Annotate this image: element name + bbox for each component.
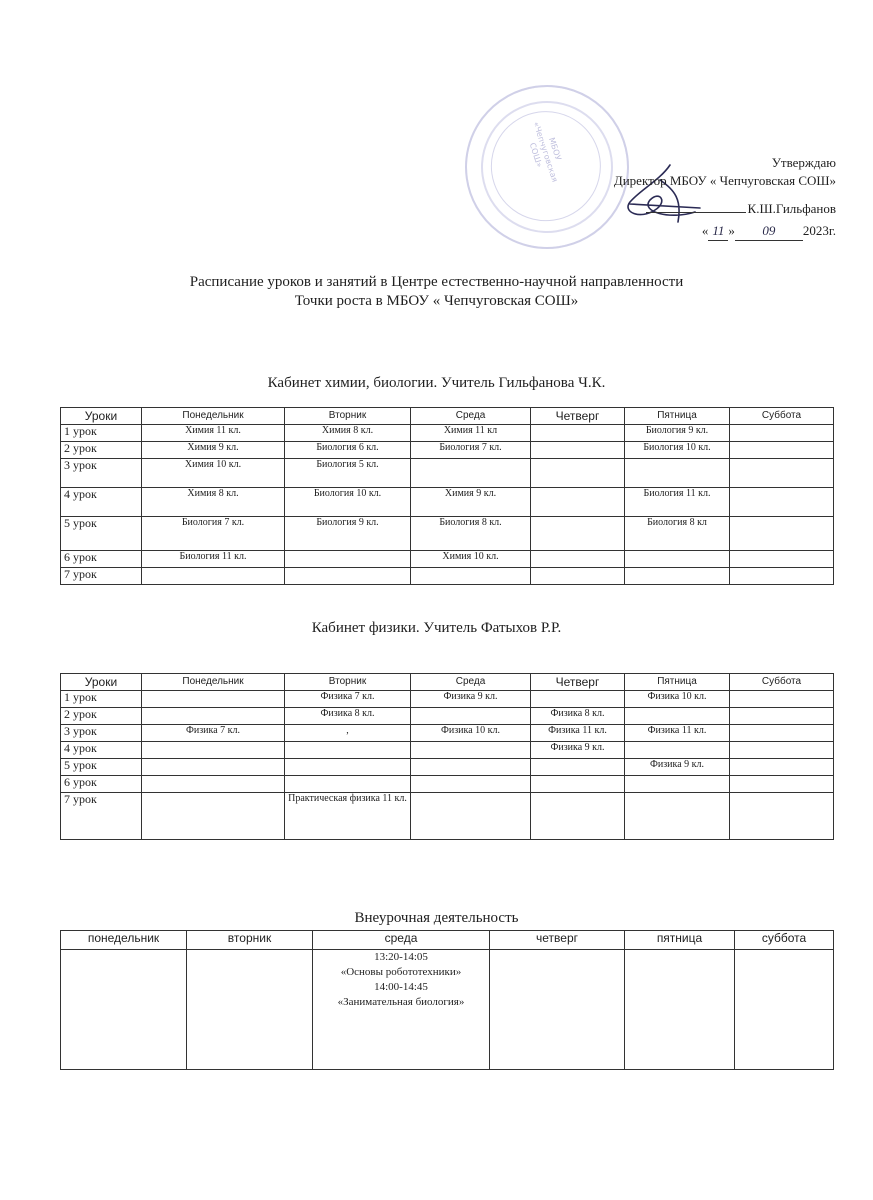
schedule-cell xyxy=(730,568,834,585)
schedule-cell: Химия 9 кл. xyxy=(142,442,285,459)
schedule-cell xyxy=(625,459,730,488)
title-line-2: Точки роста в МБОУ « Чепчуговская СОШ» xyxy=(294,293,579,309)
table-row xyxy=(61,442,834,459)
schedule-cell xyxy=(730,759,834,776)
schedule-cell xyxy=(142,742,285,759)
schedule-cell xyxy=(531,517,625,551)
schedule-cell xyxy=(730,691,834,708)
schedule-cell: Химия 11 кл. xyxy=(142,425,285,442)
lesson-number: 4 урок xyxy=(61,742,142,759)
schedule-cell: Физика 9 кл. xyxy=(531,742,625,759)
lesson-number: 4 урок xyxy=(61,488,142,517)
table-row xyxy=(61,551,834,568)
schedule-cell: Физика 8 кл. xyxy=(285,708,411,725)
schedule-cell xyxy=(285,759,411,776)
extra-cell-saturday xyxy=(735,950,834,1070)
table-row xyxy=(61,568,834,585)
schedule-cell: Химия 10 кл. xyxy=(142,459,285,488)
lesson-number: 5 урок xyxy=(61,517,142,551)
schedule-cell xyxy=(730,742,834,759)
schedule-cell xyxy=(730,776,834,793)
schedule-cell xyxy=(531,442,625,459)
header-lessons: Уроки xyxy=(61,408,142,425)
schedule-cell: Химия 8 кл. xyxy=(142,488,285,517)
stamp-text: МБОУ «Чепчуговская СОШ» xyxy=(527,120,563,184)
extra-row xyxy=(61,950,834,1070)
extra-cell-wednesday xyxy=(313,950,490,1070)
extra-header-thursday: четверг xyxy=(490,931,625,950)
lesson-number: 6 урок xyxy=(61,776,142,793)
activity-name: «Основы робототехники» xyxy=(340,966,462,978)
schedule-cell xyxy=(730,551,834,568)
schedule-cell: Биология 11 кл. xyxy=(142,551,285,568)
approval-position: Директор МБОУ « Чепчуговская СОШ» xyxy=(613,173,836,188)
table-header-row xyxy=(61,408,834,425)
lesson-number: 1 урок xyxy=(61,691,142,708)
approval-block xyxy=(614,154,836,241)
schedule-cell xyxy=(531,425,625,442)
date-year: 2023г. xyxy=(802,223,836,238)
activity-time: 14:00-14:45 xyxy=(374,981,428,993)
table-row xyxy=(61,725,834,742)
document-title xyxy=(0,273,873,311)
table-row xyxy=(61,517,834,551)
lesson-number: 3 урок xyxy=(61,725,142,742)
schedule-cell xyxy=(625,793,730,840)
table-row xyxy=(61,759,834,776)
header-friday: Пятница xyxy=(625,408,730,425)
schedule-cell: Биология 10 кл. xyxy=(285,488,411,517)
extra-header-friday: пятница xyxy=(625,931,735,950)
extra-cell-monday xyxy=(61,950,187,1070)
extra-header-tuesday: вторник xyxy=(187,931,313,950)
schedule-cell: Биология 11 кл. xyxy=(625,488,730,517)
table-row xyxy=(61,488,834,517)
schedule-cell xyxy=(531,793,625,840)
schedule-cell xyxy=(142,708,285,725)
approval-date xyxy=(614,222,836,241)
schedule-cell xyxy=(142,776,285,793)
table-row xyxy=(61,793,834,840)
table-row xyxy=(61,742,834,759)
schedule-cell: Химия 10 кл. xyxy=(411,551,531,568)
schedule-cell xyxy=(531,551,625,568)
header-thursday: Четверг xyxy=(531,408,625,425)
header-thursday: Четверг xyxy=(531,674,625,691)
extra-header-saturday: суббота xyxy=(735,931,834,950)
lesson-number: 1 урок xyxy=(61,425,142,442)
schedule-cell xyxy=(730,459,834,488)
schedule-cell xyxy=(625,776,730,793)
header-wednesday: Среда xyxy=(411,408,531,425)
schedule-cell xyxy=(625,568,730,585)
schedule-cell: Биология 5 кл. xyxy=(285,459,411,488)
schedule-cell xyxy=(411,759,531,776)
schedule-cell xyxy=(411,459,531,488)
extra-header-monday: понедельник xyxy=(61,931,187,950)
schedule-cell xyxy=(411,776,531,793)
schedule-cell xyxy=(285,551,411,568)
extracurricular-heading: Внеурочная деятельность xyxy=(354,910,519,926)
schedule-cell: Биология 8 кл. xyxy=(411,517,531,551)
schedule-cell: Физика 9 кл. xyxy=(411,691,531,708)
schedule-cell: Физика 7 кл. xyxy=(142,725,285,742)
schedule-cell: Практическая физика 11 кл. xyxy=(285,793,411,840)
schedule-cell: Химия 9 кл. xyxy=(411,488,531,517)
schedule-cell: Физика 8 кл. xyxy=(531,708,625,725)
extra-header-wednesday: среда xyxy=(313,931,490,950)
header-saturday: Суббота xyxy=(730,674,834,691)
schedule-cell xyxy=(285,742,411,759)
lesson-number: 6 урок xyxy=(61,551,142,568)
schedule-cell xyxy=(730,793,834,840)
schedule-cell: Биология 9 кл. xyxy=(285,517,411,551)
schedule-cell: Физика 10 кл. xyxy=(625,691,730,708)
header-monday: Понедельник xyxy=(142,674,285,691)
physics-heading: Кабинет физики. Учитель Фатыхов Р.Р. xyxy=(311,620,562,636)
schedule-cell: Биология 6 кл. xyxy=(285,442,411,459)
schedule-cell: Физика 7 кл. xyxy=(285,691,411,708)
schedule-cell xyxy=(142,759,285,776)
schedule-cell xyxy=(411,708,531,725)
schedule-cell xyxy=(285,776,411,793)
title-line-1: Расписание уроков и занятий в Центре естественно-научной направленности xyxy=(189,274,684,290)
header-tuesday: Вторник xyxy=(285,408,411,425)
header-wednesday: Среда xyxy=(411,674,531,691)
schedule-cell xyxy=(142,793,285,840)
header-monday: Понедельник xyxy=(142,408,285,425)
header-lessons: Уроки xyxy=(61,674,142,691)
schedule-cell xyxy=(285,568,411,585)
schedule-cell: Физика 9 кл. xyxy=(625,759,730,776)
schedule-cell xyxy=(625,708,730,725)
header-tuesday: Вторник xyxy=(285,674,411,691)
lesson-number: 5 урок xyxy=(61,759,142,776)
schedule-cell: Биология 9 кл. xyxy=(625,425,730,442)
table-row xyxy=(61,708,834,725)
extracurricular-table xyxy=(60,930,834,1070)
schedule-cell xyxy=(531,459,625,488)
date-day: 11 xyxy=(708,222,728,241)
chem-bio-heading: Кабинет химии, биологии. Учитель Гильфанова Ч.К. xyxy=(267,375,606,391)
schedule-cell: , xyxy=(285,725,411,742)
extra-header-row xyxy=(61,931,834,950)
table-row xyxy=(61,425,834,442)
schedule-cell: Физика 10 кл. xyxy=(411,725,531,742)
schedule-cell xyxy=(531,488,625,517)
schedule-cell xyxy=(142,691,285,708)
activity-name: «Занимательная биология» xyxy=(337,996,465,1008)
schedule-cell xyxy=(730,708,834,725)
schedule-cell xyxy=(625,742,730,759)
schedule-cell xyxy=(531,691,625,708)
schedule-cell: Химия 11 кл xyxy=(411,425,531,442)
lesson-number: 7 урок xyxy=(61,793,142,840)
date-month: 09 xyxy=(735,222,803,241)
extra-cell-thursday xyxy=(490,950,625,1070)
schedule-cell xyxy=(411,742,531,759)
schedule-cell xyxy=(730,425,834,442)
chem-bio-schedule-table xyxy=(60,407,834,585)
lesson-number: 2 урок xyxy=(61,708,142,725)
header-friday: Пятница xyxy=(625,674,730,691)
schedule-cell xyxy=(730,725,834,742)
lesson-number: 3 урок xyxy=(61,459,142,488)
schedule-cell: Биология 7 кл. xyxy=(142,517,285,551)
physics-schedule-table xyxy=(60,673,834,840)
schedule-cell: Физика 11 кл. xyxy=(625,725,730,742)
schedule-cell: Химия 8 кл. xyxy=(285,425,411,442)
lesson-number: 7 урок xyxy=(61,568,142,585)
schedule-cell xyxy=(411,793,531,840)
schedule-cell xyxy=(730,442,834,459)
schedule-cell: Биология 8 кл xyxy=(625,517,730,551)
schedule-cell xyxy=(730,517,834,551)
date-quote-close: » xyxy=(728,223,735,238)
lesson-number: 2 урок xyxy=(61,442,142,459)
extra-cell-friday xyxy=(625,950,735,1070)
schedule-cell xyxy=(531,759,625,776)
schedule-cell: Биология 10 кл. xyxy=(625,442,730,459)
schedule-cell xyxy=(142,568,285,585)
extra-cell-tuesday xyxy=(187,950,313,1070)
schedule-cell xyxy=(625,551,730,568)
table-row xyxy=(61,691,834,708)
signature-underline xyxy=(646,200,746,213)
schedule-cell xyxy=(531,776,625,793)
approval-line: Утверждаю xyxy=(771,155,836,170)
schedule-cell xyxy=(411,568,531,585)
schedule-cell: Физика 11 кл. xyxy=(531,725,625,742)
signer-line xyxy=(614,200,836,218)
table-header-row xyxy=(61,674,834,691)
schedule-cell xyxy=(730,488,834,517)
table-row xyxy=(61,459,834,488)
signer-name: К.Ш.Гильфанов xyxy=(747,201,836,216)
activity-time: 13:20-14:05 xyxy=(374,951,428,963)
schedule-cell: Биология 7 кл. xyxy=(411,442,531,459)
table-row xyxy=(61,776,834,793)
schedule-cell xyxy=(531,568,625,585)
date-quote-open: « xyxy=(701,223,709,238)
header-saturday: Суббота xyxy=(730,408,834,425)
